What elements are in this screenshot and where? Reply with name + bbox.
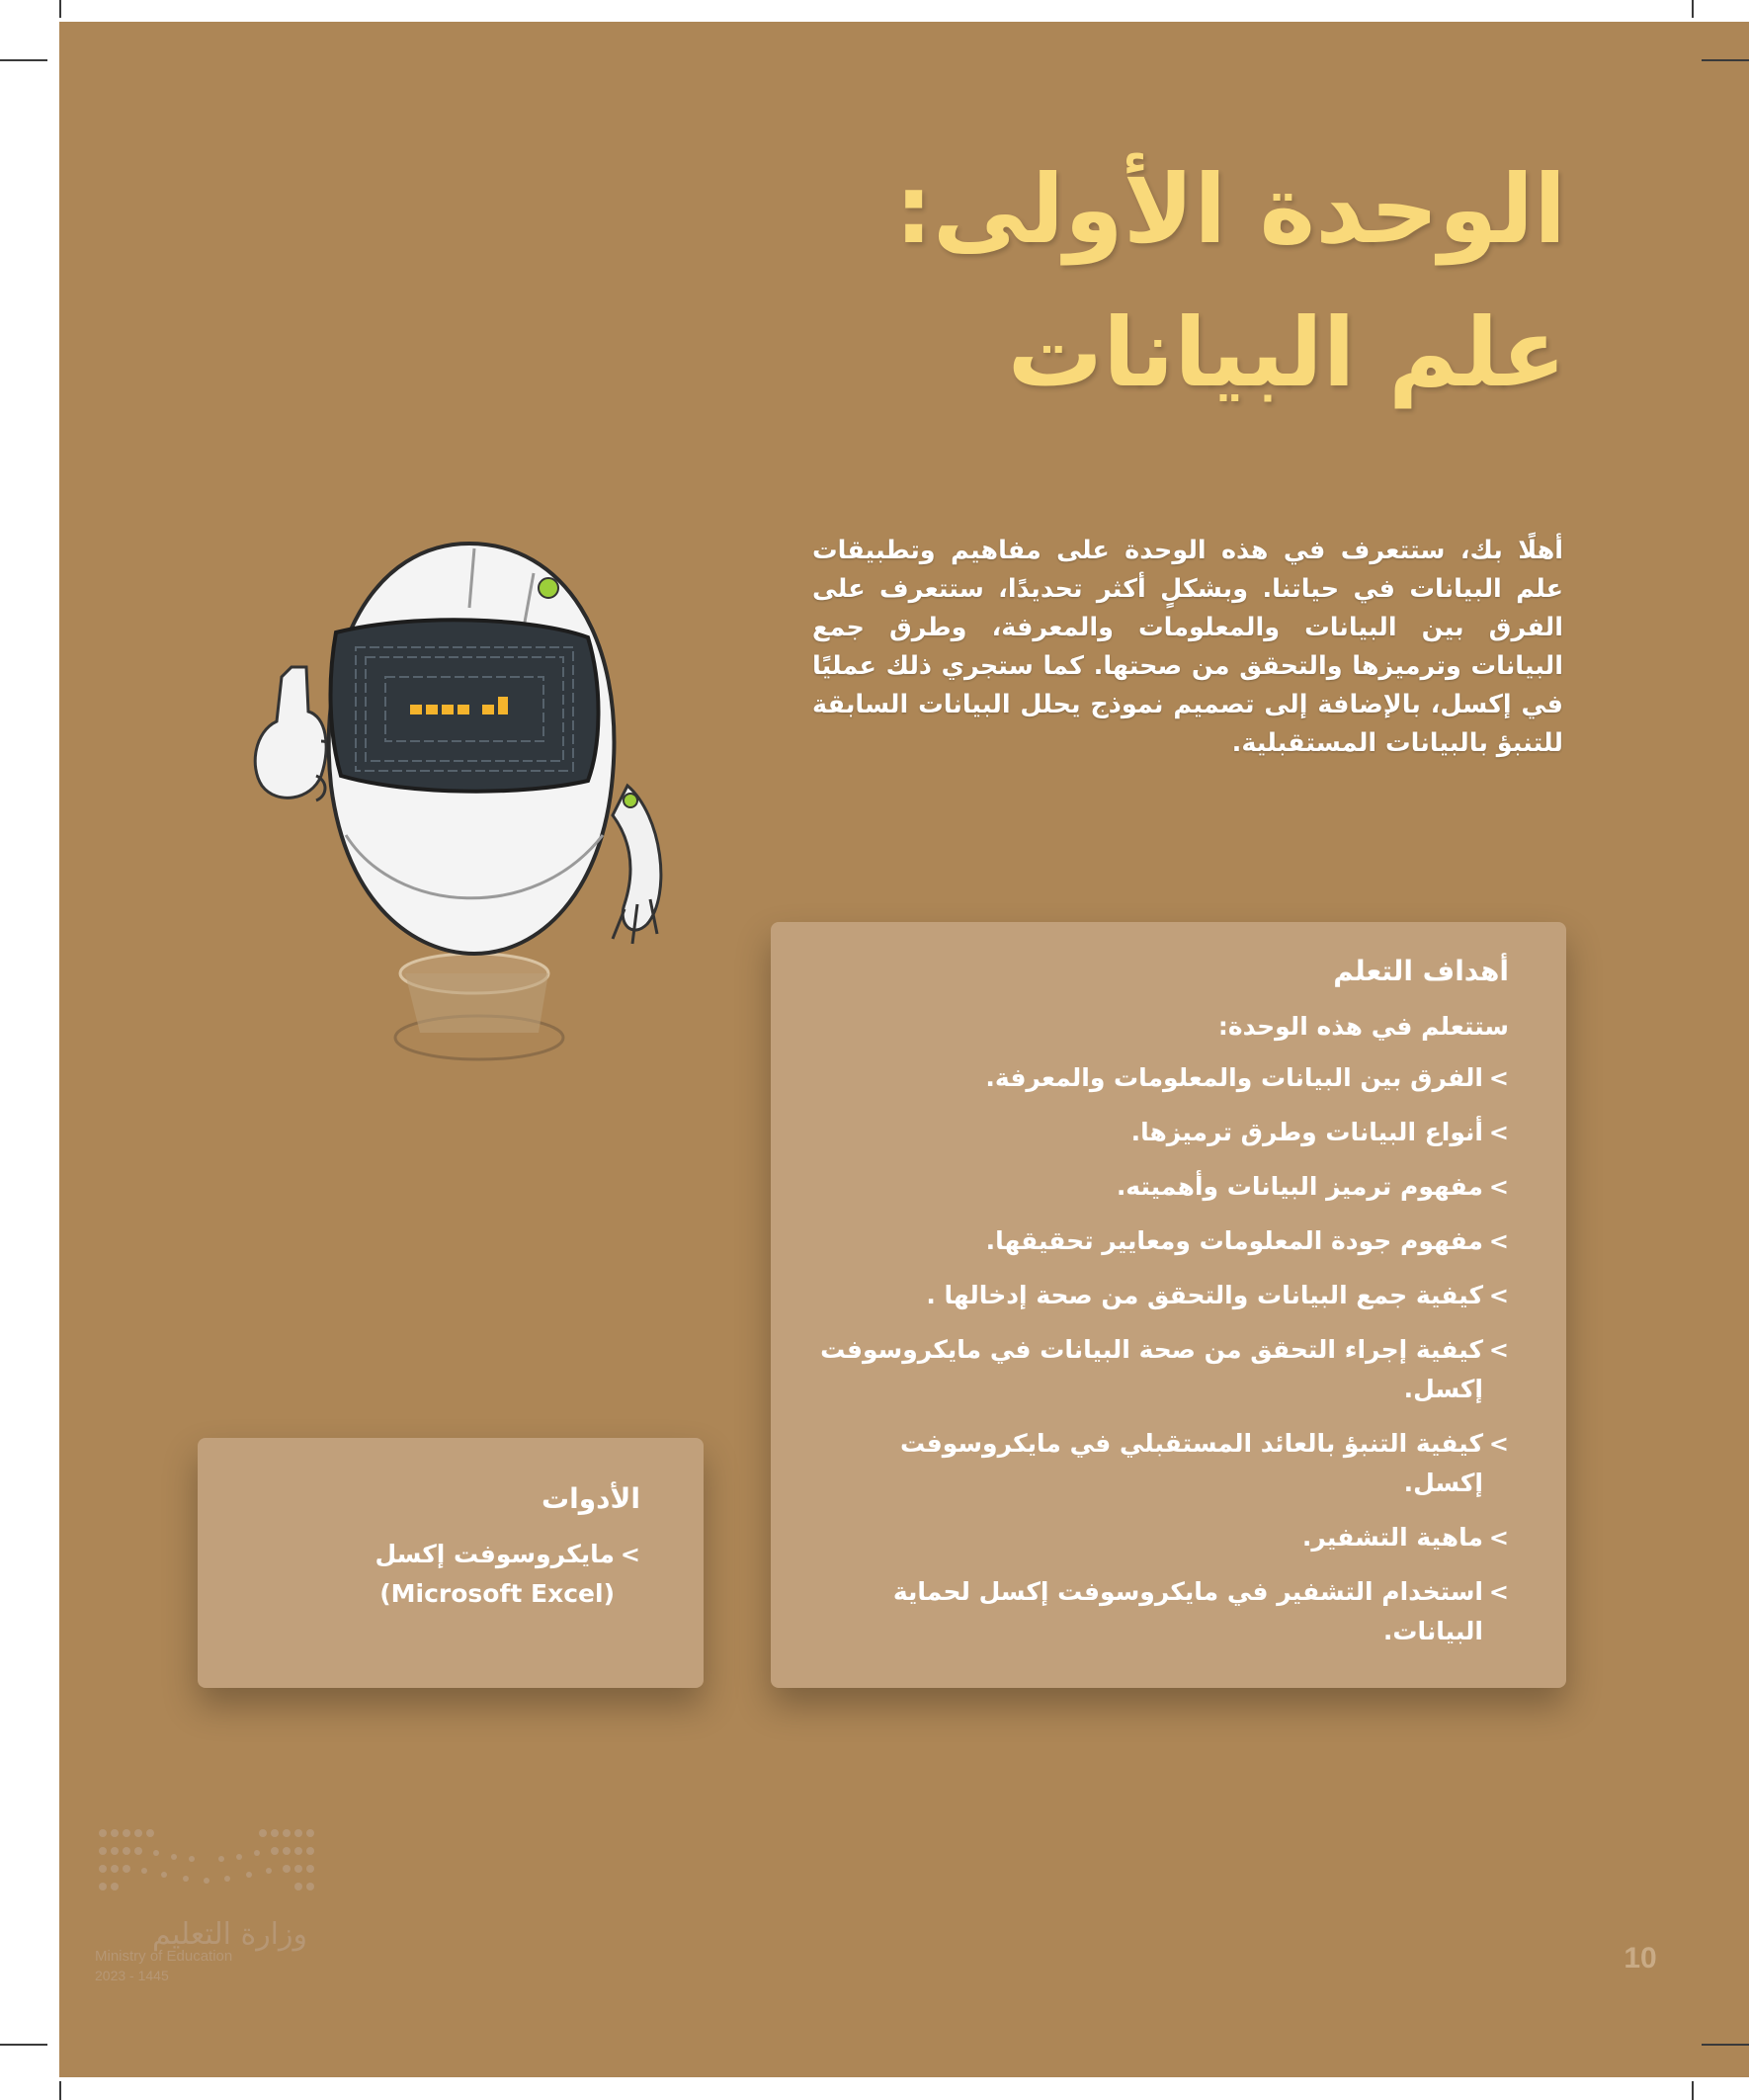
crop-mark <box>59 0 61 18</box>
unit-title <box>677 138 1566 425</box>
goal-text: مفهوم ترميز البيانات وأهميته. <box>1116 1172 1483 1201</box>
crop-mark <box>1702 59 1749 61</box>
goal-item <box>817 1167 1509 1207</box>
tools-heading: الأدوات <box>541 1482 640 1515</box>
goal-text: كيفية جمع البيانات والتحقق من صحة إدخالها . <box>926 1281 1483 1309</box>
goals-heading: أهداف التعلم <box>1333 955 1509 987</box>
title-line-1: الوحدة الأولى: <box>894 154 1566 265</box>
chevron-right-icon: > <box>1488 1119 1509 1146</box>
goals-list <box>817 1058 1509 1651</box>
crop-mark <box>1692 2081 1694 2100</box>
chevron-right-icon: > <box>1488 1524 1509 1552</box>
goal-text: كيفية التنبؤ بالعائد المستقبلي في مايكروسوفت إكسل. <box>899 1429 1483 1497</box>
chevron-right-icon: > <box>1488 1064 1509 1092</box>
goals-lead: ستتعلم في هذه الوحدة: <box>1217 1012 1509 1041</box>
goal-item <box>817 1221 1509 1261</box>
chevron-right-icon: > <box>1488 1282 1509 1309</box>
tools-box <box>198 1438 704 1688</box>
chevron-right-icon: > <box>1488 1336 1509 1364</box>
title-line-2: علم البيانات <box>1007 297 1566 408</box>
chevron-right-icon: > <box>1488 1578 1509 1606</box>
goal-item <box>817 1572 1509 1651</box>
tool-name-ar: مايكروسوفت إكسل <box>375 1540 615 1568</box>
ministry-name-ar: وزارة التعليم <box>151 1917 307 1952</box>
goal-text: ماهية التشفير. <box>1301 1523 1483 1552</box>
ministry-name-en: Ministry of Education <box>95 1948 233 1965</box>
goal-item <box>817 1276 1509 1315</box>
chevron-right-icon: > <box>1488 1430 1509 1458</box>
page-number: 10 <box>1624 1942 1657 1974</box>
chevron-right-icon: > <box>1488 1173 1509 1201</box>
crop-mark <box>0 2044 47 2046</box>
tool-item <box>245 1535 640 1614</box>
crop-mark <box>0 59 47 61</box>
goal-item <box>817 1424 1509 1503</box>
chevron-right-icon: > <box>1488 1227 1509 1255</box>
goal-item <box>817 1058 1509 1098</box>
goal-item <box>817 1518 1509 1557</box>
crop-mark <box>1702 2044 1749 2046</box>
goal-item <box>817 1330 1509 1409</box>
goal-text: أنواع البيانات وطرق ترميزها. <box>1130 1118 1483 1146</box>
goal-text: كيفية إجراء التحقق من صحة البيانات في مايكروسوفت إكسل. <box>820 1335 1483 1403</box>
ministry-logo <box>95 1823 317 1983</box>
intro-paragraph: أهلًا بك، ستتعرف في هذه الوحدة على مفاهيم وتطبيقات علم البيانات في حياتنا. وبشكلٍ أكثر تحديدًا، ستتعرف على الفرق بين البيانات والمعلومات والمعرفة، وطرق جمع البيانات وترميزها والتحقق من صحتها. كما ستجري ذلك عمليًا في إكسل، بالإضافة إلى تصميم نموذج يحلل البيانات السابقة للتنبؤ بالبيانات المستقبلية. <box>812 536 1563 758</box>
ministry-year: 2023 - 1445 <box>95 1968 169 1983</box>
goal-item <box>817 1113 1509 1152</box>
goal-text: مفهوم جودة المعلومات ومعايير تحقيقها. <box>985 1226 1483 1255</box>
goal-text: استخدام التشفير في مايكروسوفت إكسل لحماية البيانات. <box>892 1577 1483 1645</box>
crop-mark <box>1692 0 1694 18</box>
learning-goals-box <box>771 922 1566 1688</box>
chevron-right-icon: > <box>620 1541 640 1568</box>
goal-text: الفرق بين البيانات والمعلومات والمعرفة. <box>985 1063 1483 1092</box>
crop-mark <box>59 2081 61 2100</box>
tool-name-en: (Microsoft Excel) <box>379 1579 615 1608</box>
robot-illustration <box>237 519 702 1072</box>
ministry-logo-dots <box>95 1823 317 1912</box>
